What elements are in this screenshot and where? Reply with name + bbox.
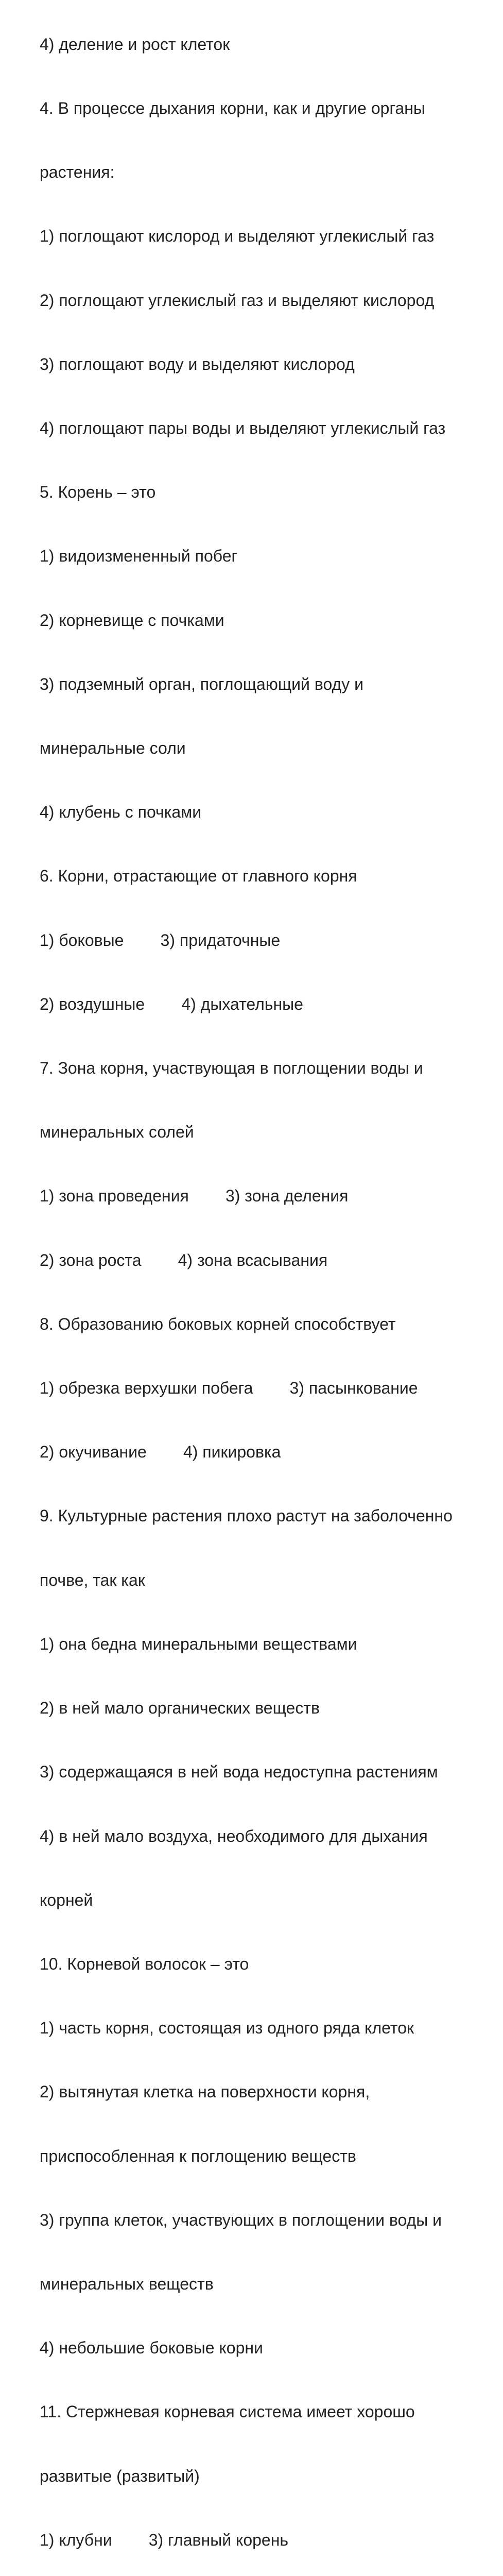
document-text: [40, 0, 503, 2576]
text-line: 4) клубень с почками: [40, 803, 202, 822]
text-line: 9. Культурные растения плохо растут на заболоченно: [40, 1506, 453, 1526]
text-line: 1) часть корня, состоящая из одного ряда клеток: [40, 2019, 414, 2038]
text-line: 5. Корень – это: [40, 483, 156, 502]
text-line: 1) боковые 3) придаточные: [40, 930, 281, 950]
text-line: 2) воздушные 4) дыхательные: [40, 994, 303, 1013]
text-line: 2) зона роста 4) зона всасывания: [40, 1250, 328, 1269]
text-line: 3) группа клеток, участвующих в поглощении воды и: [40, 2210, 442, 2229]
text-line: 7. Зона корня, участвующая в поглощении воды и: [40, 1059, 423, 1078]
text-line: 3) поглощают воду и выделяют кислород: [40, 354, 355, 374]
text-line: 6. Корни, отрастающие от главного корня: [40, 867, 357, 886]
text-line: растения:: [40, 163, 115, 182]
text-line: 1) видоизмененный побег: [40, 547, 238, 566]
text-line: 2) поглощают углекислый газ и выделяют кислород: [40, 291, 435, 310]
text-line: 11. Стержневая корневая система имеет хорошо: [40, 2402, 415, 2421]
text-line: 2) вытянутая клетка на поверхности корня,: [40, 2082, 370, 2102]
text-line: 3) содержащаяся в ней вода недоступна растениям: [40, 1762, 438, 1782]
text-line: 4) поглощают пары воды и выделяют углекислый газ: [40, 419, 446, 438]
text-line: 1) клубни 3) главный корень: [40, 2530, 289, 2549]
text-line: 4) в ней мало воздуха, необходимого для дыхания: [40, 1826, 428, 1845]
text-line: 1) зона проведения 3) зона деления: [40, 1187, 349, 1206]
text-line: 10. Корневой волосок – это: [40, 1954, 249, 1973]
text-line: минеральные соли: [40, 739, 186, 758]
text-line: развитые (развитый): [40, 2466, 200, 2485]
text-line: 8. Образованию боковых корней способствует: [40, 1314, 396, 1333]
text-line: почве, так как: [40, 1570, 145, 1589]
text-line: корней: [40, 1890, 93, 1909]
text-line: 2) корневище с почками: [40, 611, 224, 630]
text-line: 4. В процессе дыхания корни, как и другие органы: [40, 99, 425, 118]
text-line: 2) в ней мало органических веществ: [40, 1699, 320, 1718]
text-line: 3) подземный орган, поглощающий воду и: [40, 674, 363, 693]
text-line: 2) окучивание 4) пикировка: [40, 1443, 281, 1462]
text-line: 1) обрезка верхушки побега 3) пасынкование: [40, 1379, 418, 1398]
text-line: приспособленная к поглощению веществ: [40, 2146, 356, 2165]
text-line: минеральных солей: [40, 1123, 194, 1142]
text-line: 1) поглощают кислород и выделяют углекислый газ: [40, 227, 435, 246]
text-line: 1) она бедна минеральными веществами: [40, 1634, 357, 1653]
text-line: 4) небольшие боковые корни: [40, 2338, 263, 2358]
text-line: 4) деление и рост клеток: [40, 35, 230, 54]
text-line: минеральных веществ: [40, 2274, 214, 2293]
